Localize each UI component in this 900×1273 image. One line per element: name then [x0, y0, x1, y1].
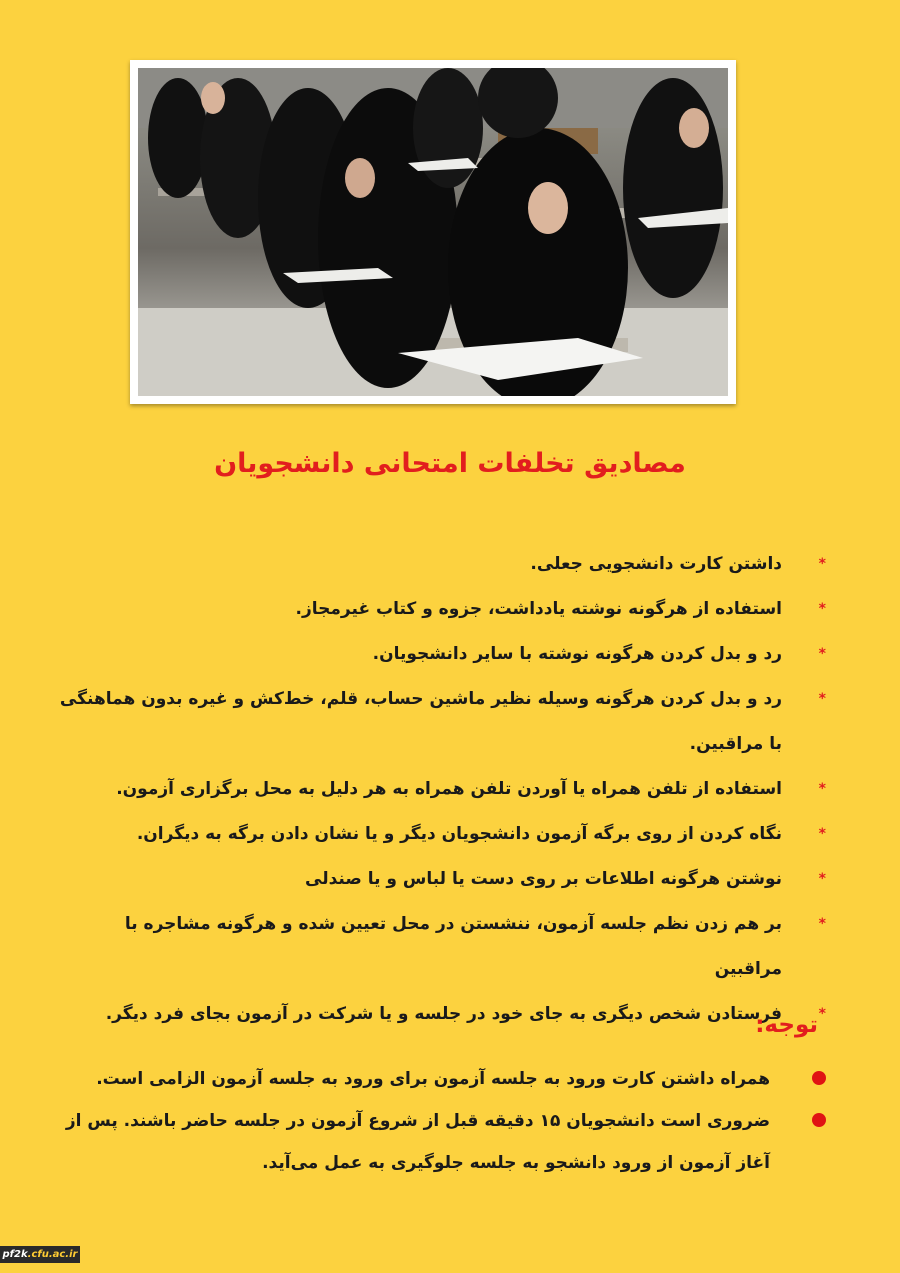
- list-item: [55, 902, 826, 992]
- list-item-text: نوشتن هرگونه اطلاعات بر روی دست یا لباس و یا صندلی: [305, 869, 782, 889]
- asterisk-icon: *: [818, 826, 826, 842]
- list-item: [55, 812, 826, 857]
- list-item-text: استفاده از هرگونه نوشته یادداشت، جزوه و کتاب غیرمجاز.: [295, 599, 782, 619]
- asterisk-icon: *: [818, 871, 826, 887]
- asterisk-icon: *: [818, 646, 826, 662]
- list-item-text: استفاده از تلفن همراه یا آوردن تلفن همراه به هر دلیل به محل برگزاری آزمون.: [116, 779, 782, 799]
- red-dot-icon: [812, 1071, 826, 1085]
- note-item: [55, 1100, 820, 1184]
- violations-list: [55, 542, 826, 1037]
- asterisk-icon: *: [818, 781, 826, 797]
- list-item: [55, 992, 826, 1037]
- asterisk-icon: *: [818, 691, 826, 707]
- exam-hall-illustration: [138, 68, 728, 396]
- asterisk-icon: *: [818, 601, 826, 617]
- list-item-text: رد و بدل کردن هرگونه وسیله نظیر ماشین حساب، قلم، خط‌کش و غیره بدون هماهنگی با مراقبین.: [59, 689, 782, 754]
- red-dot-icon: [812, 1113, 826, 1127]
- note-item: [55, 1058, 820, 1100]
- watermark-prefix: pf2k: [2, 1249, 28, 1260]
- list-item: [55, 632, 826, 677]
- list-item: [55, 857, 826, 902]
- photo-frame: [130, 60, 736, 404]
- list-item-text: رد و بدل کردن هرگونه نوشته با سایر دانشجویان.: [372, 644, 782, 664]
- asterisk-icon: *: [818, 556, 826, 572]
- site-watermark: [0, 1246, 80, 1263]
- list-item: [55, 587, 826, 632]
- list-item: [55, 542, 826, 587]
- asterisk-icon: *: [818, 1006, 826, 1022]
- list-item: [55, 677, 826, 767]
- asterisk-icon: *: [818, 916, 826, 932]
- note-item-text: همراه داشتن کارت ورود به جلسه آزمون برای ورود به جلسه آزمون الزامی است.: [96, 1069, 770, 1089]
- list-item-text: نگاه کردن از روی برگه آزمون دانشجویان دیگر و یا نشان دادن برگه به دیگران.: [136, 824, 782, 844]
- list-item-text: داشتن کارت دانشجویی جعلی.: [530, 554, 782, 574]
- list-item-text: فرستادن شخص دیگری به جای خود در جلسه و یا شرکت در آزمون بجای فرد دیگر.: [105, 1004, 782, 1024]
- list-item: [55, 767, 826, 812]
- watermark-suffix: .cfu.ac.ir: [27, 1249, 78, 1260]
- exam-hall-photo: [138, 68, 728, 396]
- note-item-text: ضروری است دانشجویان ۱۵ دقیقه قبل از شروع آزمون در جلسه حاضر باشند. پس از آغاز آزمون از ورود دانشجو به جلسه جلوگیری به عمل می‌آید.: [65, 1111, 770, 1173]
- page-title: مصادیق تخلفات امتحانی دانشجویان: [214, 448, 686, 479]
- list-item-text: بر هم زدن نظم جلسه آزمون، ننشستن در محل تعیین شده و هرگونه مشاجره با مراقبین: [124, 914, 782, 979]
- note-heading: توجه:: [755, 1012, 818, 1038]
- notes-list: [55, 1058, 820, 1184]
